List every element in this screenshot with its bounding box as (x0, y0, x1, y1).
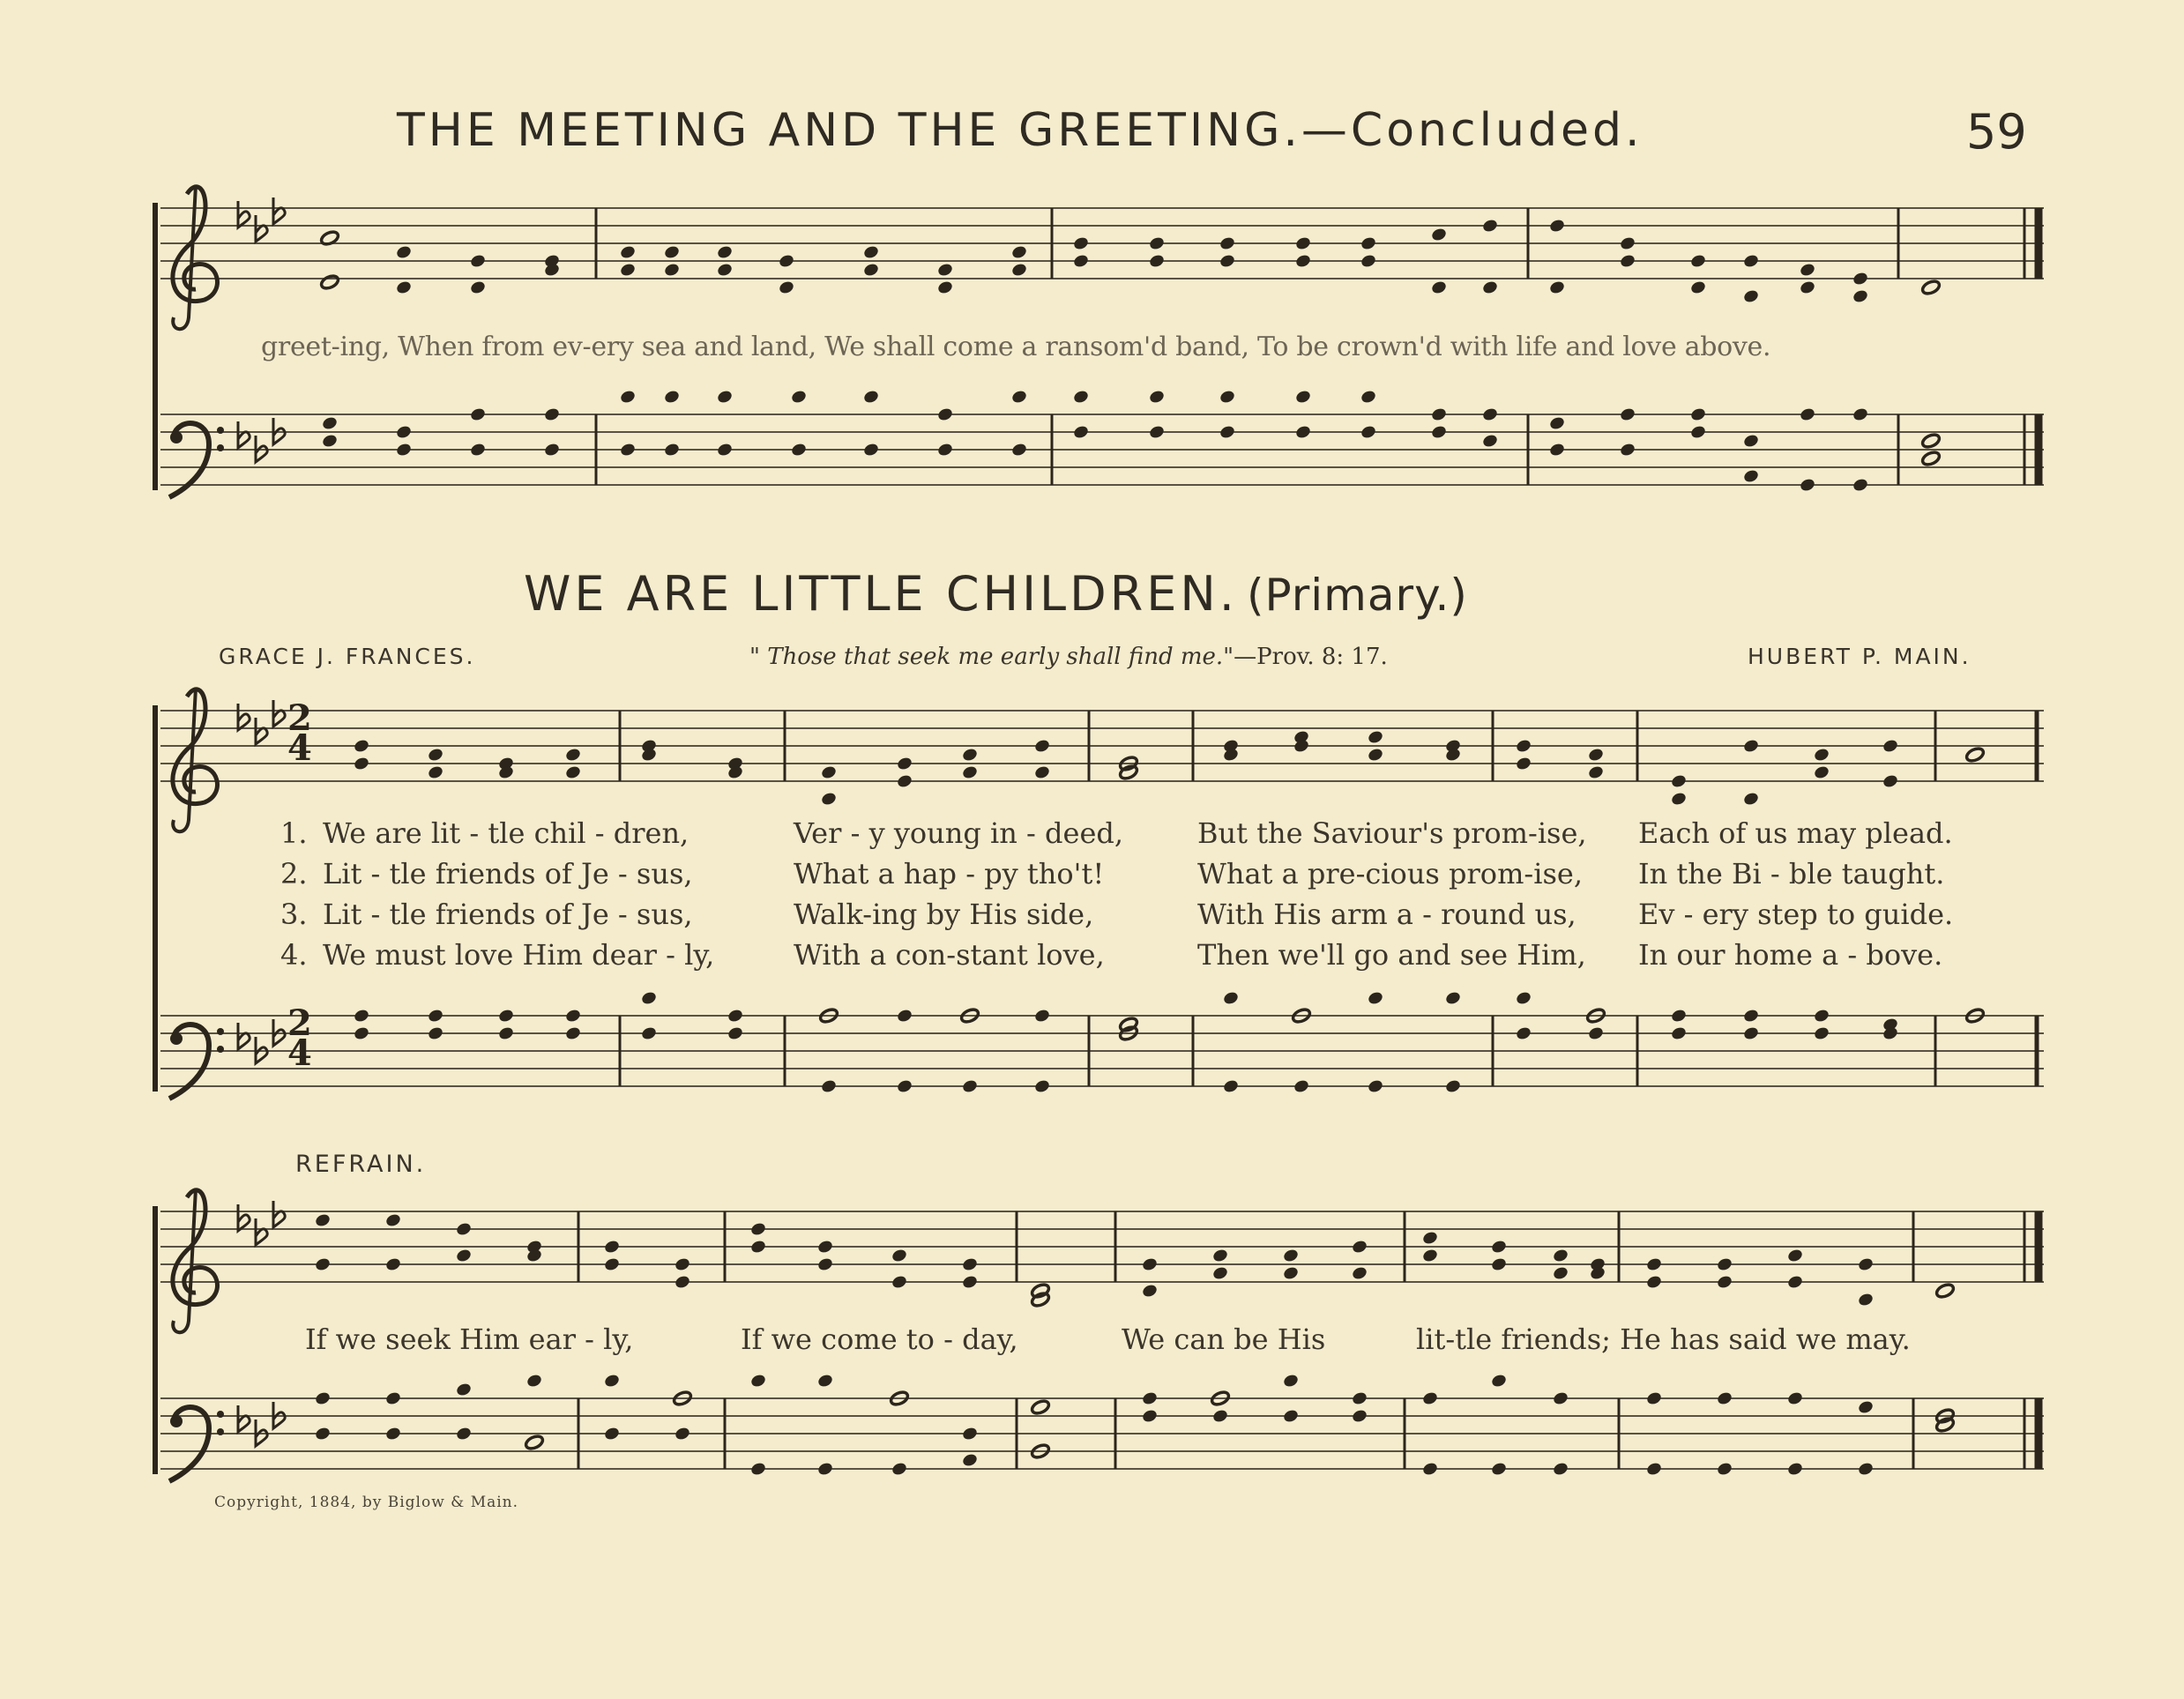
song-subtitle: (Primary.) (1246, 570, 1468, 621)
system2-treble-staff (160, 711, 2044, 781)
composer-credit: HUBERT P. MAIN. (1748, 644, 1972, 669)
system1-treble-staff (160, 208, 2044, 279)
lyricist-credit: GRACE J. FRANCES. (219, 644, 476, 669)
time-signature-top: 2 (287, 697, 312, 739)
key-signature-flats (238, 197, 285, 462)
time-signature-bottom: 4 (287, 1032, 312, 1074)
verse-segment: Then we'll go and see Him, (1197, 938, 1586, 972)
verse-segment: What a pre-cious prom-ise, (1197, 857, 1583, 890)
system3-bass-staff (160, 1398, 2044, 1469)
verse-segment: But the Saviour's prom-ise, (1197, 816, 1587, 850)
verse-number: 3. (280, 898, 308, 931)
verse-segment: In our home a - bove. (1638, 938, 1943, 972)
system1-bass-staff (160, 414, 2044, 485)
refrain-segment: If we seek Him ear - ly, (305, 1323, 634, 1356)
running-title: THE MEETING AND THE GREETING.—Concluded. (397, 104, 1644, 157)
refrain-segment: lit-tle friends; He has said we may. (1416, 1323, 1911, 1356)
verse-segment: Each of us may plead. (1638, 816, 1953, 850)
page-number: 59 (1966, 104, 2027, 160)
time-signature-bottom: 4 (287, 727, 312, 769)
song-title (524, 566, 1468, 622)
epigraph-quote: " Those that seek me early shall find me." (749, 644, 1234, 670)
verse-segment: Ver - y young in - deed, (794, 816, 1124, 850)
refrain-segment: If we come to - day, (741, 1323, 1018, 1356)
verse-segment: Ev - ery step to guide. (1638, 898, 1954, 931)
verse-number: 1. (280, 816, 308, 850)
treble-clef-icon (173, 185, 218, 329)
verse-segment: With a con-stant love, (794, 938, 1105, 972)
refrain-lyrics (305, 1323, 2024, 1361)
copyright-notice: Copyright, 1884, by Biglow & Main. (214, 1494, 519, 1511)
time-signature-bass (287, 1002, 312, 1074)
verse-segment: We must love Him dear - ly, (323, 938, 715, 972)
verse-segment: In the Bi - ble taught. (1638, 857, 1945, 890)
verse-segment: What a hap - py tho't! (794, 857, 1105, 890)
verse-segment: With His arm a - round us, (1197, 898, 1577, 931)
refrain-segment: We can be His (1122, 1323, 1326, 1356)
bass-clef-icon (169, 423, 224, 497)
time-signature-top: 2 (287, 1002, 312, 1044)
verse-number: 4. (280, 938, 308, 972)
time-signature-treble (287, 697, 312, 769)
system1-lyric: greet-ing, When from ev-ery sea and land, We shall come a ransom'd band, To be crown'd with life and love above. (261, 332, 1771, 362)
verse-segment: Lit - tle friends of Je - sus, (323, 898, 693, 931)
epigraph-reference: —Prov. 8: 17. (1234, 644, 1388, 670)
song-title-main: WE ARE LITTLE CHILDREN. (524, 566, 1238, 622)
verse-segment: Lit - tle friends of Je - sus, (323, 857, 693, 890)
epigraph (749, 644, 1388, 670)
refrain-label: REFRAIN. (295, 1151, 427, 1178)
system3-treble-staff (160, 1211, 2044, 1282)
system2-bass-staff (160, 1016, 2044, 1086)
verse-segment: Walk-ing by His side, (794, 898, 1094, 931)
verse-segment: We are lit - tle chil - dren, (323, 816, 689, 850)
verse-number: 2. (280, 857, 308, 890)
